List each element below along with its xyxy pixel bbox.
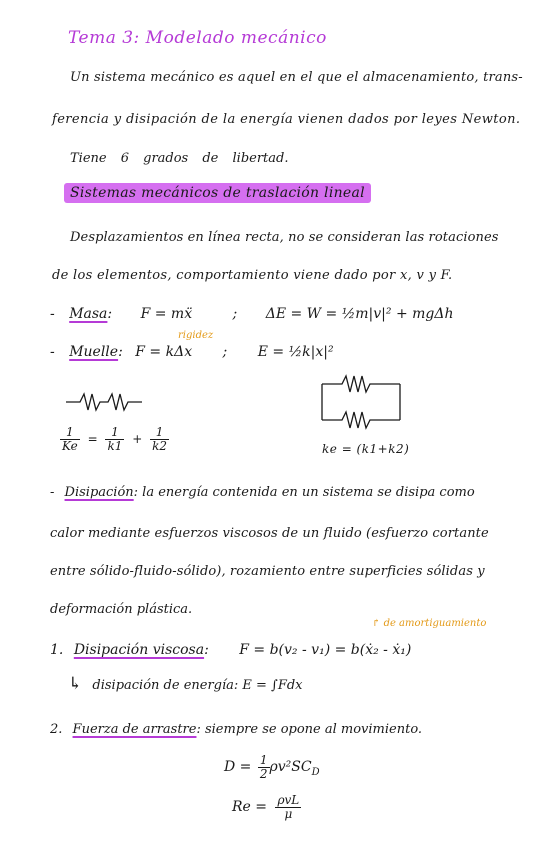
item1-note-arrow-icon: ↱ (372, 618, 384, 629)
parallel-springs-sketch (318, 368, 404, 436)
item1-energy: disipación de energía: E = ∫Fdx (92, 678, 303, 693)
drag-half: $\frac{1}{2}$ (259, 753, 268, 781)
masa-formula-1: F = mẍ (140, 306, 193, 322)
item2-num: 2. (50, 722, 63, 737)
series-term-1: $\frac{1}{k1}$ (107, 425, 123, 453)
reynolds-formula: Re = $\frac{\text{ρvL}}{\mu}$ (232, 793, 300, 821)
disipacion-line-4: deformación plástica. (50, 602, 193, 617)
item2-label: Fuerza de arrastre (72, 722, 197, 737)
masa-bullet: - (50, 306, 55, 322)
muelle-label: Muelle (69, 344, 119, 360)
disipacion-line-1-text: : la energía contenida en un sistema se disipa como (133, 485, 475, 500)
masa-semicolon: ; (232, 306, 238, 322)
intro-line-3: Tiene 6 grados de libertad. (70, 151, 289, 166)
disipacion-line-3: entre sólido-fluido-sólido), rozamiento entre superficies sólidas y (50, 564, 485, 579)
disipacion-line-2: calor mediante esfuerzos viscosos de un fluido (esfuerzo cortante (50, 526, 489, 541)
section-heading-text: Sistemas mecánicos de traslación lineal (64, 183, 371, 203)
masa-label: Masa (69, 306, 108, 322)
disipacion-line-1 (50, 485, 475, 500)
intro-line-2: ferencia y disipación de la energía vienen dados por leyes Newton. (52, 112, 521, 127)
masa-formula-2: ΔE = W = ½m|v|² + mgΔh (265, 306, 454, 322)
item2-rest: : siempre se opone al movimiento. (196, 722, 423, 737)
return-arrow-icon: ↳ (68, 674, 83, 694)
masa-sep: : (107, 306, 113, 322)
item1-row (50, 642, 411, 658)
muelle-semicolon: ; (222, 344, 228, 360)
disipacion-label: Disipación (64, 485, 134, 500)
series-equation: $\frac{1}{Ke}$ = $\frac{1}{k1}$ + $\frac{1}{k2}$ (62, 425, 167, 453)
muelle-row (50, 344, 334, 360)
muelle-sep: : (118, 344, 123, 360)
series-term-2: $\frac{1}{k2}$ (152, 425, 167, 453)
section-desc-2: de los elementos, comportamiento viene dado por x, v y F. (52, 268, 453, 283)
item1-label: Disipación viscosa (73, 642, 205, 658)
item1-num: 1. (50, 642, 64, 658)
muelle-note: rigidez (178, 330, 214, 341)
item1-energy-row (68, 674, 303, 694)
masa-row (50, 306, 454, 322)
series-lhs: $\frac{1}{Ke}$ (62, 425, 78, 453)
drag-formula: D = $\frac{1}{2}$ $\rho v^2SC_D$ (224, 753, 320, 781)
disipacion-bullet: - (50, 485, 55, 500)
muelle-bullet: - (50, 344, 55, 360)
parallel-equation: ke = (k1+k2) (322, 442, 410, 456)
muelle-formula-1: F = kΔx (135, 344, 193, 360)
section-heading (64, 185, 371, 201)
reynolds-fraction: $\frac{\text{ρvL}}{\mu}$ (277, 793, 300, 821)
series-springs-sketch (64, 390, 144, 414)
item1-note: ↱ de amortiguamiento (372, 618, 487, 629)
intro-line-1: Un sistema mecánico es aquel en el que el almacenamiento, trans- (70, 70, 523, 85)
item1-sep: : (204, 642, 209, 658)
item1-formula: F = b(v₂ - v₁) = b(ẋ₂ - ẋ₁) (239, 642, 412, 658)
section-desc-1: Desplazamientos en línea recta, no se consideran las rotaciones (70, 230, 499, 245)
page-title: Tema 3: Modelado mecánico (68, 28, 327, 48)
item2-row (50, 722, 422, 737)
muelle-formula-2: E = ½k|x|² (257, 344, 334, 360)
